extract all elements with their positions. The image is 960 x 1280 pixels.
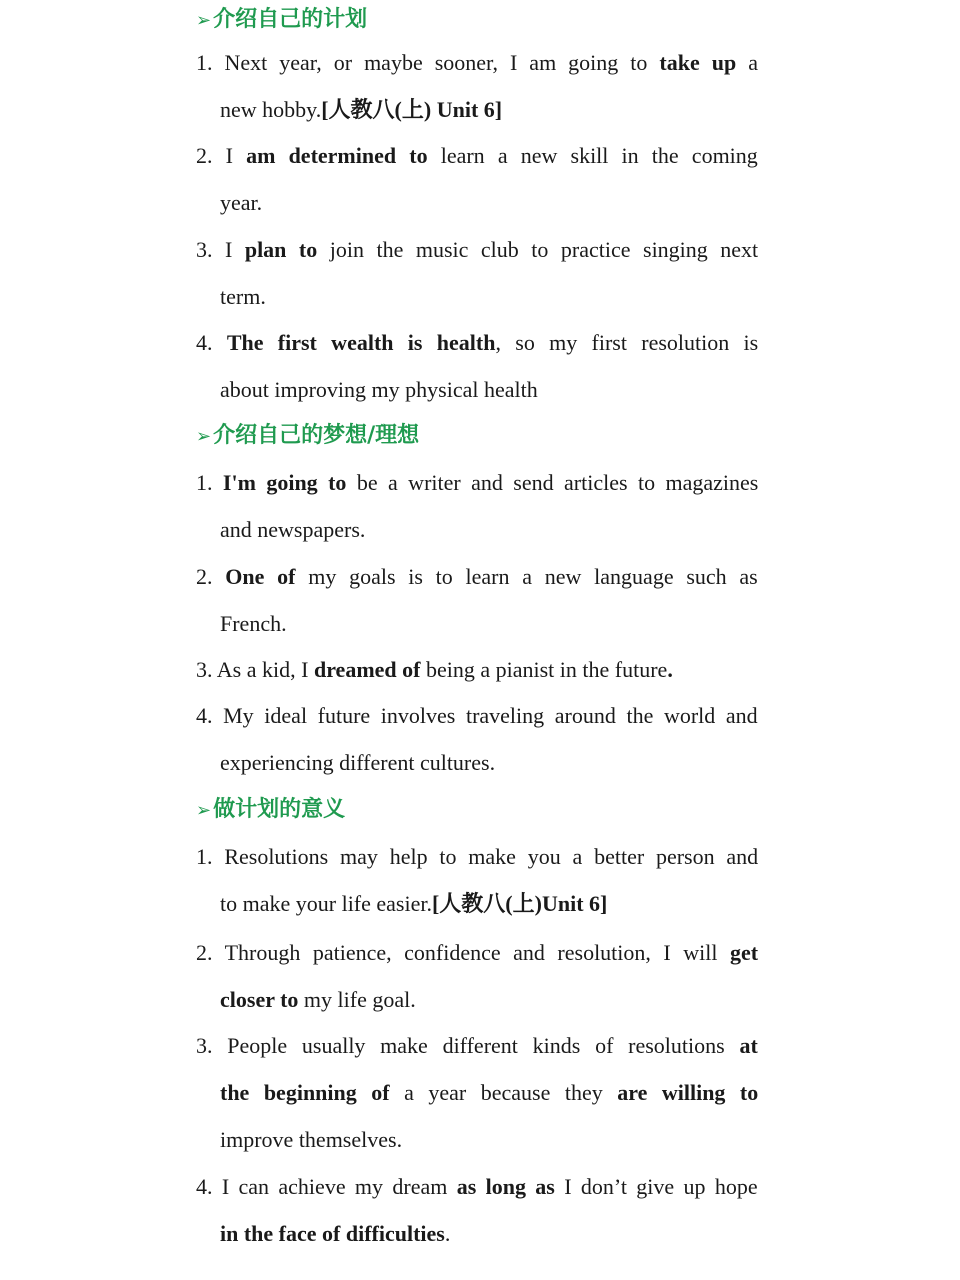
item-first-line (196, 1176, 758, 1198)
arrow-bullet-icon: ➢ (196, 10, 212, 31)
bold-phrase: the beginning of (220, 1080, 390, 1105)
text-run: Through patience, confidence and resolution, I will (224, 940, 730, 965)
bold-phrase: One of (225, 564, 296, 589)
item-first-line (196, 239, 758, 261)
item-continuation-line (220, 1129, 402, 1151)
item-number: 3. (196, 657, 217, 682)
text-run: As a kid, I (216, 657, 314, 682)
item-first-line (196, 52, 758, 74)
bold-phrase: [人教八(上)Unit 6] (431, 891, 608, 916)
item-number: 3. (196, 237, 225, 262)
item-number: 2. (196, 143, 226, 168)
item-number: 4. (196, 330, 227, 355)
section-heading-dreams: ➢介绍自己的梦想/理想 (196, 423, 420, 448)
item-first-line (196, 472, 758, 494)
item-first-line (196, 566, 758, 588)
text-run: learn a new skill in the coming (427, 143, 758, 168)
text-run: to make your life easier. (220, 891, 432, 916)
item-continuation-line (220, 1223, 450, 1245)
bold-phrase: as long as (456, 1174, 555, 1199)
text-run: I (225, 237, 245, 262)
item-first-line (196, 1035, 758, 1057)
bold-phrase: take up (659, 50, 737, 75)
text-run: term. (220, 284, 266, 309)
text-run: . (444, 1221, 451, 1246)
item-first-line (196, 705, 758, 727)
text-run: year. (220, 190, 263, 215)
text-run: French. (220, 611, 287, 636)
item-continuation-line (220, 893, 607, 915)
item-first-line (196, 846, 758, 868)
bold-phrase: in the face of difficulties (220, 1221, 445, 1246)
item-first-line (196, 659, 673, 681)
item-continuation-line (220, 519, 365, 541)
item-first-line (196, 942, 758, 964)
item-number: 2. (196, 940, 225, 965)
bold-phrase: am determined to (246, 143, 428, 168)
text-run: I (225, 143, 247, 168)
text-run: a year because they (389, 1080, 618, 1105)
item-continuation-line (220, 192, 262, 214)
item-continuation-line (220, 379, 538, 401)
bold-phrase: dreamed of (313, 657, 421, 682)
text-run: improve themselves. (220, 1127, 403, 1152)
bold-phrase: . (667, 657, 673, 682)
text-run: My ideal future involves traveling around the world and (223, 703, 758, 728)
text-run: be a writer and send articles to magazines (346, 470, 759, 495)
item-first-line (196, 145, 758, 167)
item-continuation-line (220, 989, 416, 1011)
item-first-line (196, 332, 758, 354)
text-run: Next year, or maybe sooner, I am going to (224, 50, 660, 75)
bold-phrase: are willing to (617, 1080, 759, 1105)
item-continuation-line (220, 752, 495, 774)
item-continuation-line (220, 286, 266, 308)
bold-phrase: get (729, 940, 759, 965)
text-run: I can achieve my dream (221, 1174, 457, 1199)
bold-phrase: [人教八(上) Unit 6] (321, 97, 503, 122)
section-heading-plans: ➢介绍自己的计划 (196, 7, 368, 32)
item-number: 4. (196, 1174, 222, 1199)
text-run: I don’t give up hope (554, 1174, 758, 1199)
text-run: , so my first resolution is (495, 330, 759, 355)
bold-phrase: at (739, 1033, 758, 1058)
text-run: being a pianist in the future (420, 657, 668, 682)
text-run: experiencing different cultures. (220, 750, 496, 775)
item-continuation-line (220, 99, 502, 121)
item-number: 1. (196, 844, 225, 869)
arrow-bullet-icon: ➢ (196, 800, 212, 821)
item-continuation-line (220, 613, 287, 635)
item-number: 2. (196, 564, 226, 589)
text-run: new hobby. (220, 97, 322, 122)
text-run: People usually make different kinds of resolutions (227, 1033, 740, 1058)
bold-phrase: closer to (220, 987, 299, 1012)
item-number: 3. (196, 1033, 228, 1058)
bold-phrase: The first wealth is health (226, 330, 496, 355)
text-run: join the music club to practice singing next (317, 237, 759, 262)
bold-phrase: I'm going to (222, 470, 347, 495)
text-run: my life goal. (298, 987, 416, 1012)
text-run: my goals is to learn a new language such as (295, 564, 758, 589)
text-run: and newspapers. (220, 517, 366, 542)
item-continuation-line (220, 1082, 758, 1104)
section-heading-meaning: ➢做计划的意义 (196, 797, 346, 822)
text-run: about improving my physical health (220, 377, 538, 402)
text-run: Resolutions may help to make you a better person and (224, 844, 759, 869)
bold-phrase: plan to (244, 237, 318, 262)
text-run: a (736, 50, 758, 75)
item-number: 1. (196, 470, 223, 495)
item-number: 4. (196, 703, 224, 728)
arrow-bullet-icon: ➢ (196, 426, 212, 447)
item-number: 1. (196, 50, 225, 75)
